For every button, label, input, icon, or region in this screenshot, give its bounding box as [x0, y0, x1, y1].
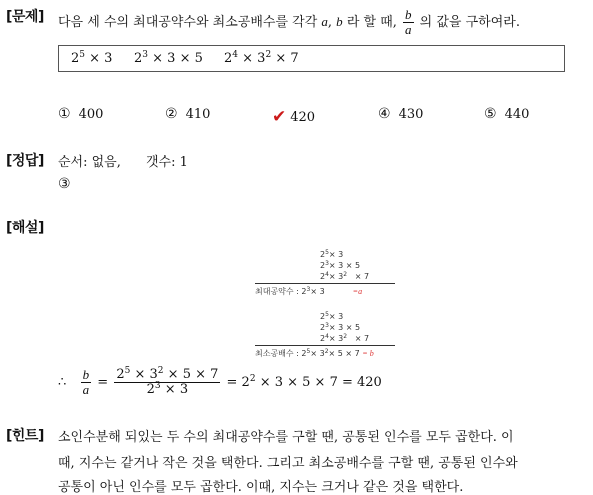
answer-tag: [정답]: [6, 153, 44, 169]
hint-tag: [힌트]: [6, 428, 44, 444]
hint-line-3: 공통이 아닌 인수를 모두 곱한다. 이때, 지수는 크거나 같은 것을 택한다.: [58, 480, 464, 495]
answer-order: 순서: 없음,: [58, 155, 121, 170]
answer-marker: ③: [58, 176, 71, 192]
number-2: $2^3 \times 3 \times 5$: [134, 50, 203, 66]
fraction-b-over-a: $\frac{b}{a}$: [405, 7, 412, 37]
gcd-label: 최대공약수 :: [255, 287, 299, 296]
final-equation: ∴ $\frac{b}{a}$ = $\frac{2^5 \times 3^2 \times 5 \times 7}{2^3 \times 3}$ = $2^2 \times 3 \times 5 \times 7 = 420$: [58, 366, 382, 397]
gcd-calculation: $2^5\times 3$ $2^3\times 3 \times 5$ $2^4\times 3^2 \times 7$ 최대공약수 : $2^3\times 3$ =a: [255, 250, 395, 300]
problem-text-before: 다음 세 수의 최대공약수와 최소공배수를 각각: [58, 15, 318, 30]
hint-line-2: 때, 지수는 같거나 작은 것을 택한다. 그리고 최소공배수를 구할 땐, 공통된 인수와: [58, 456, 518, 471]
problem-text-after: 의 값을 구하여라.: [419, 15, 520, 30]
var-b: b: [336, 14, 343, 29]
problem-text-mid: 라 할 때,: [346, 15, 397, 30]
choice-5[interactable]: ⑤ 440: [484, 106, 530, 122]
var-a: a: [321, 14, 328, 29]
numbers-box: [58, 45, 565, 72]
lcm-calculation: $2^5\times 3$ $2^3\times 3 \times 5$ $2^4\times 3^2 \times 7$ 최소공배수 : $2^5\times 3^2\times 5 \times 7 = b$: [255, 312, 395, 362]
problem-tag: [문제]: [6, 9, 44, 25]
choice-1[interactable]: ① 400: [58, 106, 104, 122]
answer-count: 갯수: 1: [146, 155, 188, 170]
problem-statement: 다음 세 수의 최대공약수와 최소공배수를 각각 a, b 라 할 때, $\frac{b}{a}$ 의 값을 구하여라.: [58, 7, 520, 37]
lcm-label: 최소공배수 :: [255, 349, 299, 358]
explanation-tag: [해설]: [6, 220, 44, 236]
choice-4[interactable]: ④ 430: [378, 106, 424, 122]
check-icon: ✔: [272, 107, 287, 127]
choice-3[interactable]: ✔ 420: [272, 107, 316, 127]
number-3: $2^4 \times 3^2 \times 7$: [224, 50, 299, 66]
number-1: $2^5 \times 3$: [71, 50, 113, 66]
hint-line-1: 소인수분해 되있는 두 수의 최대공약수를 구할 땐, 공통된 인수를 모두 곱한다. 이: [58, 430, 514, 445]
choice-2[interactable]: ② 410: [165, 106, 211, 122]
result-value: 420: [357, 375, 382, 390]
